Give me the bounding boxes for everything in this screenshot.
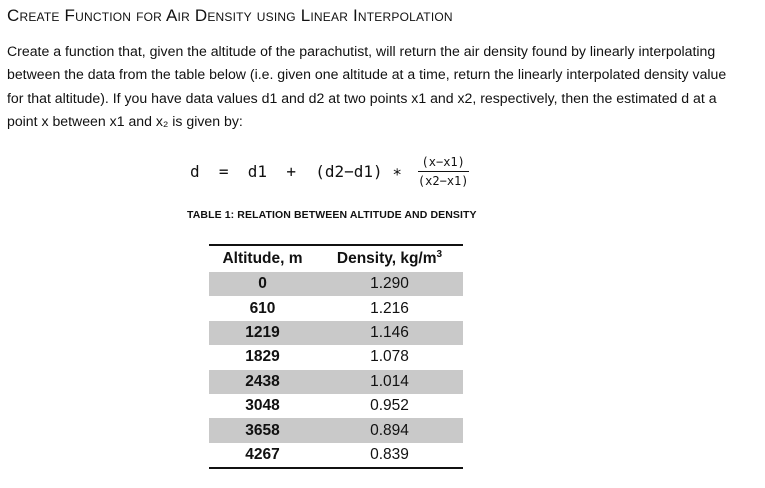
density-cell: 0.839	[316, 443, 463, 468]
formula-fraction	[414, 154, 473, 189]
altitude-cell: 4267	[209, 443, 316, 468]
header-altitude: Altitude, m	[209, 245, 316, 272]
formula-numerator: (x−x1)	[418, 154, 469, 172]
table-row	[209, 418, 463, 442]
altitude-cell: 3048	[245, 397, 280, 415]
header-density	[316, 245, 463, 272]
table-header-row	[209, 245, 463, 272]
table-row	[209, 296, 463, 320]
formula-lhs: d = d1 + (d2−d1) ∗	[190, 161, 402, 181]
density-cell: 1.078	[370, 348, 409, 366]
density-cell: 1.216	[370, 299, 409, 317]
table-row	[209, 394, 463, 418]
altitude-cell: 1219	[209, 321, 316, 345]
table-caption: TABLE 1: RELATION BETWEEN ALTITUDE AND DENSITY	[187, 209, 477, 221]
table-row	[209, 443, 463, 468]
table-row	[209, 321, 463, 345]
altitude-density-table	[209, 244, 463, 469]
density-cell: 1.146	[316, 321, 463, 345]
density-cell: 1.290	[316, 272, 463, 296]
table-row	[209, 345, 463, 369]
table-row	[209, 272, 463, 296]
altitude-cell: 3658	[209, 418, 316, 442]
formula-denominator: (x2−x1)	[417, 173, 469, 188]
density-cell: 0.894	[316, 418, 463, 442]
altitude-cell: 0	[209, 272, 316, 296]
density-cell: 0.952	[370, 397, 409, 415]
instructions-paragraph: Create a function that, given the altitude of the parachutist, will return the air density found by linearly interpolating between the data from the table below (i.e. given one altitude at a time, return the linearly interpolated density value for that altitude). If you have data values d1 and d2 at two points x1 and x2, respectively, then the estimated d at a point x between x1 and x₂ is given by:	[7, 43, 727, 130]
section-heading: Create Function for Air Density using Linear Interpolation	[7, 6, 453, 25]
table-row	[209, 370, 463, 394]
density-cell: 1.014	[316, 370, 463, 394]
altitude-cell: 1829	[245, 348, 280, 366]
header-density-superscript: 3	[436, 248, 443, 260]
header-density-label: Density, kg/m	[336, 250, 437, 267]
altitude-cell: 610	[249, 299, 276, 317]
altitude-cell: 2438	[209, 370, 316, 394]
interpolation-formula	[190, 150, 473, 192]
